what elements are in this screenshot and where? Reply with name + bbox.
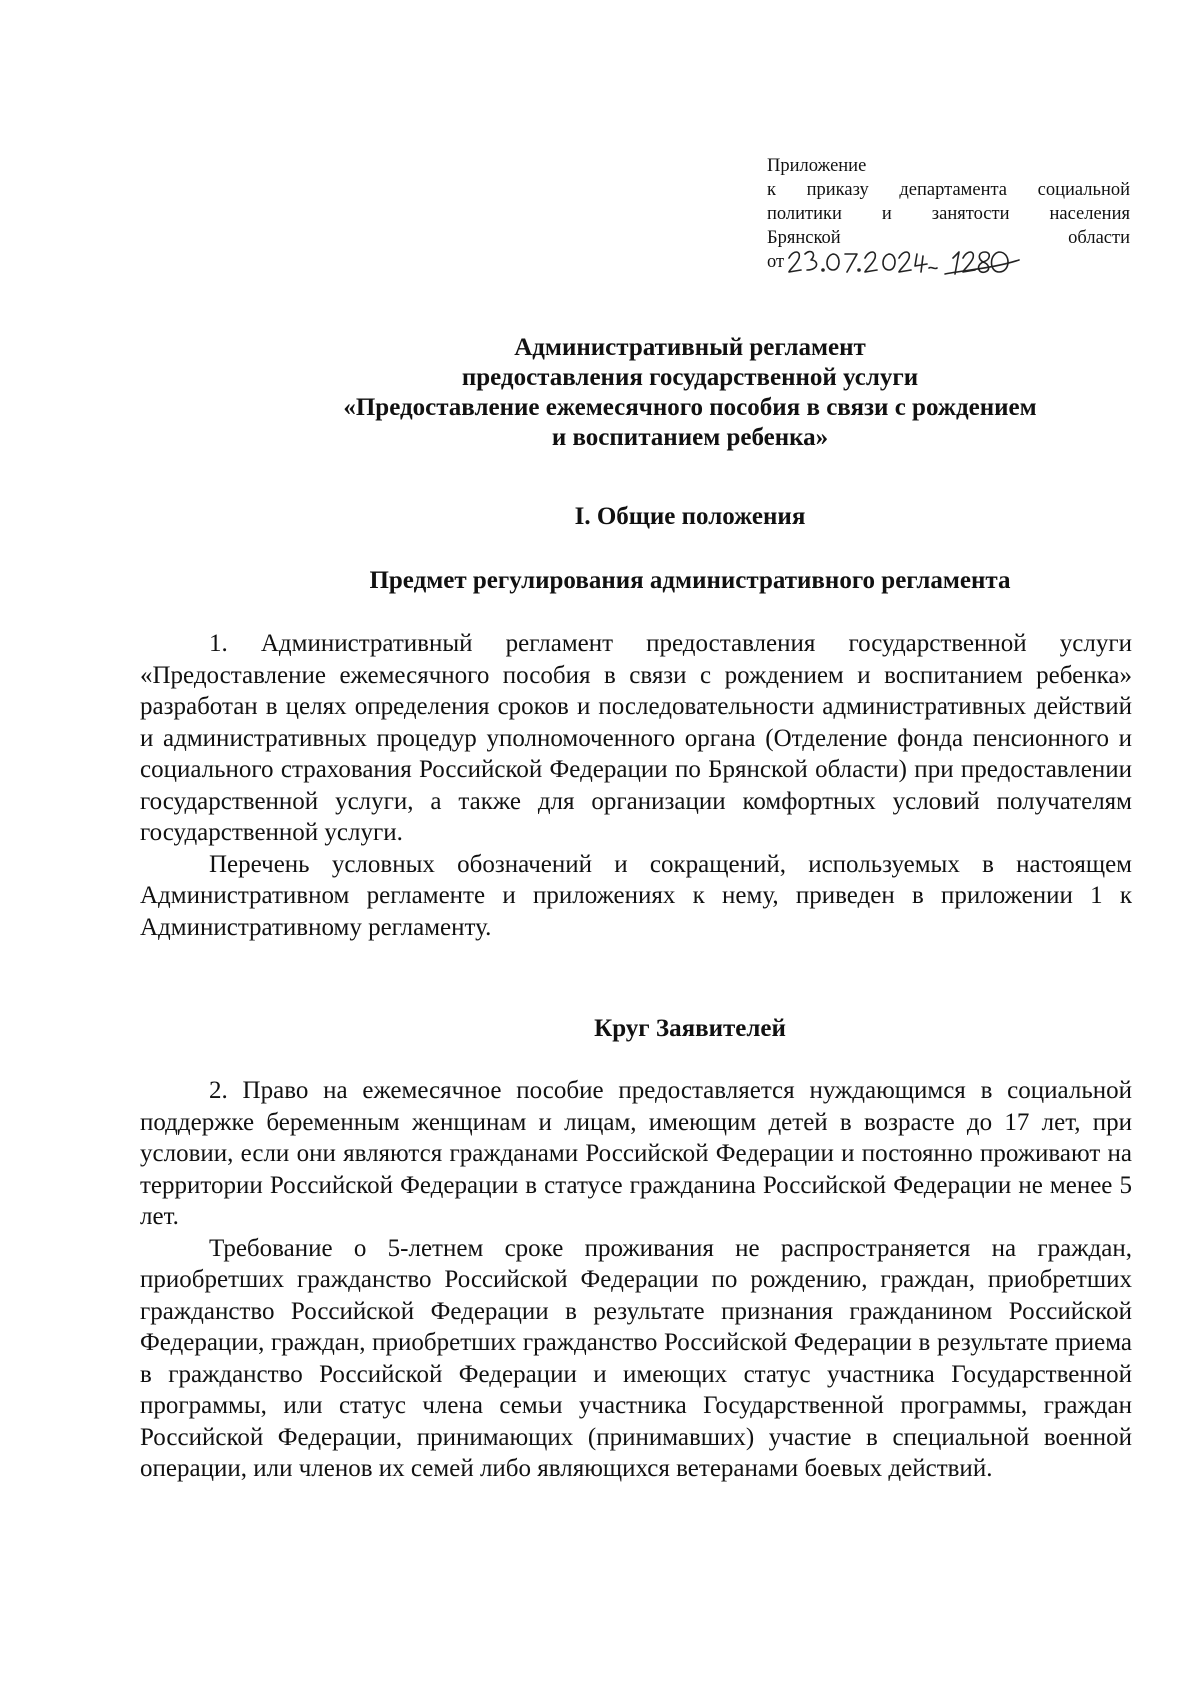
appendix-region-word: Брянской bbox=[767, 228, 841, 248]
appendix-order-line: к приказу департамента социальной bbox=[767, 180, 1130, 200]
appendix-region-suffix: области bbox=[1068, 228, 1130, 248]
document-title bbox=[160, 333, 1200, 453]
appendix-date-prefix: от bbox=[767, 252, 785, 272]
section2-body bbox=[140, 1075, 1132, 1485]
paragraph-2: 2. Право на ежемесячное пособие предоставляется нуждающимся в социальной поддержке беременным женщинам и лицам, имеющим детей в возрасте до 17 лет, при условии, если они являются гражданами Российской Федерации и постоянно проживают на территории Российской Федерации в статусе гражданина Российской Федерации не менее 5 лет. bbox=[140, 1077, 1132, 1230]
title-line-3: «Предоставление ежемесячного пособия в связи с рождением bbox=[343, 394, 1037, 421]
section-heading-applicants: Круг Заявителей bbox=[594, 1015, 786, 1042]
section-heading-general: I. Общие положения bbox=[574, 503, 806, 530]
section-subheading-subject: Предмет регулирования административного регламента bbox=[369, 567, 1011, 594]
appendix-block bbox=[767, 154, 1130, 278]
paragraph-abbreviations: Перечень условных обозначений и сокращений, используемых в настоящем Административном регламенте и приложениях к нему, приведен в приложении 1 к Административному регламенту. bbox=[140, 850, 1132, 941]
paragraph-1: 1. Административный регламент предоставления государственной услуги «Предоставление ежемесячного пособия в связи с рождением и воспитанием ребенка» разработан в целях определения сроков и последовательности административных действий и административных процедур уполномоченного органа (Отделение фонда пенсионного и социального страхования Российской Федерации по Брянской области) при предоставлении государственной услуги, а также для организации комфортных условий получателям государственной услуги. bbox=[140, 630, 1132, 846]
appendix-date-line bbox=[767, 250, 1130, 278]
title-line-4: и воспитанием ребенка» bbox=[551, 424, 829, 451]
title-line-2: предоставления государственной услуги bbox=[461, 364, 919, 391]
handwritten-date-number-signature bbox=[785, 240, 1025, 280]
appendix-label: Приложение bbox=[767, 156, 867, 176]
title-line-1: Административный регламент bbox=[514, 334, 866, 361]
section1-body bbox=[140, 628, 1132, 943]
appendix-department-line: политики и занятости населения bbox=[767, 204, 1130, 224]
paragraph-residency-requirement: Требование о 5-летнем сроке проживания не распространяется на граждан, приобретших гражданство Российской Федерации по рождению, граждан, приобретших гражданство Российской Федерации в результате признания гражданином Российской Федерации, граждан, приобретших гражданство Российской Федерации в результате приема в гражданство Российской Федерации и имеющих статус участника Государственной программы, или статус члена семьи участника Государственной программы, граждан Российской Федерации, принимающих (принимавших) участие в специальной военной операции, или членов их семей либо являющихся ветеранами боевых действий. bbox=[140, 1234, 1132, 1482]
